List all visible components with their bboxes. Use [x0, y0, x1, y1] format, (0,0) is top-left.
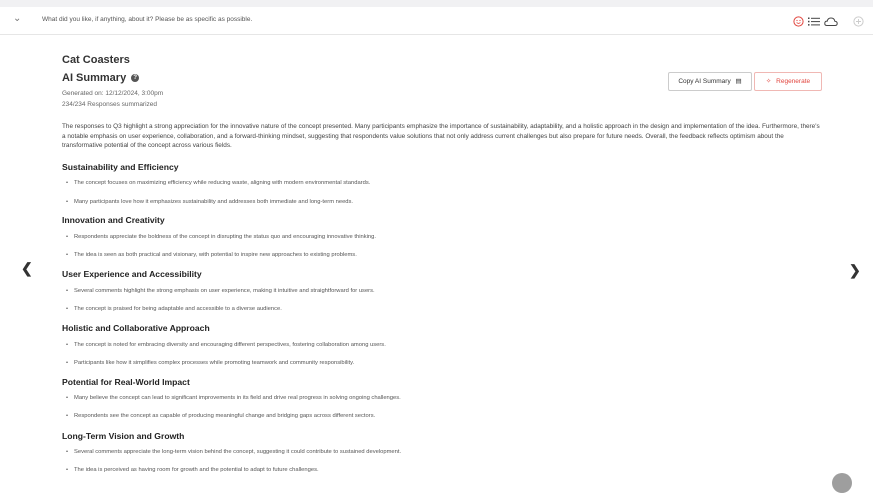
emoji-face-icon[interactable]: [793, 14, 804, 32]
section-bullet: • Many participants love how it emphasizes sustainability and addresses both immediate and long-term needs.: [74, 199, 353, 205]
section-heading: Potential for Real-World Impact: [62, 377, 190, 387]
section-bullet: • The concept focuses on maximizing efficiency while reducing waste, aligning with modern environmental standards.: [74, 180, 370, 186]
section-bullet: • Many believe the concept can lead to significant improvements in its field and drive real progress in solving ongoing challenges.: [74, 395, 401, 401]
chevron-down-icon[interactable]: ⌄: [13, 13, 22, 24]
section-bullet: • The idea is perceived as having room for growth and the potential to adapt to future challenges.: [74, 467, 319, 473]
section-bullet: • Participants like how it simplifies complex processes while promoting teamwork and community responsibility.: [74, 360, 354, 366]
summary-intro: The responses to Q3 highlight a strong appreciation for the innovative nature of the concept presented. Many participants emphasize the importance of sustainability, adaptability, and a holistic approach in the design and implementation of the idea. Furthermore, there's a notable emphasis on user experience, collaboration, and a forward-thinking mindset, suggesting that respondents value solutions that not only address current challenges but also prepare for future needs. Overall, the feedback reflects optimism about the transformative potential of the concept across various fields.: [62, 123, 820, 149]
regenerate-button[interactable]: [754, 72, 822, 91]
section-bullet: • The concept is noted for embracing diversity and encouraging different perspectives, fostering collaboration among users.: [74, 342, 386, 348]
sparkle-icon: ✧: [765, 78, 772, 85]
section-bullet: • The idea is seen as both practical and visionary, with potential to inspire new approaches to existing problems.: [74, 252, 357, 258]
top-strip: [0, 0, 873, 7]
next-arrow-icon[interactable]: ❯: [849, 262, 861, 278]
add-icon[interactable]: [853, 14, 864, 32]
section-heading: Long-Term Vision and Growth: [62, 431, 185, 441]
section-heading: Sustainability and Efficiency: [62, 162, 179, 172]
section-bullet: • Respondents appreciate the boldness of the concept in disrupting the status quo and encouraging innovative thinking.: [74, 234, 376, 240]
summary-heading-label: AI Summary: [62, 72, 127, 84]
question-bar: [0, 7, 873, 35]
section-bullet: • Several comments appreciate the long-term vision behind the concept, suggesting it could contribute to sustained development.: [74, 449, 401, 455]
section-bullet: • The concept is praised for being adaptable and accessible to a diverse audience.: [74, 306, 282, 312]
section-heading: Innovation and Creativity: [62, 215, 165, 225]
question-text: What did you like, if anything, about it? Please be as specific as possible.: [42, 16, 253, 23]
project-title: Cat Coasters: [62, 54, 130, 66]
copy-icon: ▤: [735, 78, 742, 85]
regenerate-label: Regenerate: [776, 78, 811, 85]
floating-action-button[interactable]: [832, 473, 852, 493]
responses-count: 234/234 Responses summarized: [62, 101, 158, 108]
section-heading: Holistic and Collaborative Approach: [62, 323, 210, 333]
list-icon[interactable]: [808, 14, 820, 32]
section-bullet: • Several comments highlight the strong emphasis on user experience, making it intuitive and straightforward for users.: [74, 288, 375, 294]
help-icon[interactable]: ?: [131, 74, 139, 82]
cloud-icon[interactable]: [824, 14, 838, 32]
copy-summary-button[interactable]: [668, 72, 752, 91]
section-heading: User Experience and Accessibility: [62, 269, 202, 279]
copy-summary-label: Copy AI Summary: [678, 78, 731, 85]
generated-date: Generated on: 12/12/2024, 3:00pm: [62, 90, 164, 97]
summary-heading: [62, 72, 139, 84]
section-bullet: • Respondents see the concept as capable of producing meaningful change and bridging gaps across different sectors.: [74, 413, 375, 419]
previous-arrow-icon[interactable]: ❮: [21, 260, 33, 276]
